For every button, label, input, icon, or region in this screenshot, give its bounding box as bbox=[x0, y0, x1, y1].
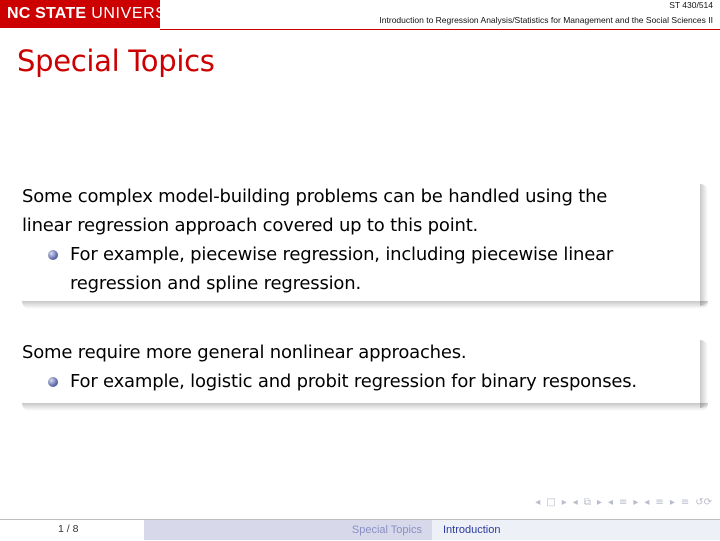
block-1-bullet-text: For example, piecewise regression, including piecewise linear regression and spline regression. bbox=[70, 244, 614, 294]
nav-frame-icon[interactable]: ⧉ bbox=[583, 497, 591, 508]
nav-prev-slide-icon[interactable]: ◂ bbox=[535, 497, 541, 508]
block-1-text: Some complex model-building problems can be handled using the linear regression approach covered up to this point. bbox=[22, 186, 608, 236]
bullet-ball-icon bbox=[48, 250, 58, 260]
nav-prev-section-icon[interactable]: ◂ bbox=[644, 497, 650, 508]
nav-next-frame-icon[interactable]: ▸ bbox=[596, 497, 602, 508]
nav-prev-subsection-icon[interactable]: ◂ bbox=[607, 497, 613, 508]
nav-slide-icon[interactable]: □ bbox=[546, 497, 556, 508]
course-title: Introduction to Regression Analysis/Statistics for Management and the Social Sciences II bbox=[379, 15, 713, 25]
university-logo bbox=[0, 0, 194, 28]
block-2-bullet-item bbox=[48, 367, 700, 396]
nav-next-slide-icon[interactable]: ▸ bbox=[561, 497, 567, 508]
course-code: ST 430/514 bbox=[669, 0, 713, 10]
header-divider bbox=[160, 29, 720, 30]
logo-light-text: UNIVERSITY bbox=[91, 5, 194, 22]
content-block-2 bbox=[22, 334, 700, 404]
block-2-bullet-text: For example, logistic and probit regression for binary responses. bbox=[70, 371, 637, 392]
footer-bar bbox=[0, 519, 720, 541]
nav-next-section-icon[interactable]: ▸ bbox=[669, 497, 675, 508]
nav-search-back-forward-icon[interactable]: ↺⟳ bbox=[695, 497, 712, 508]
beamer-navigation-bar bbox=[535, 497, 712, 508]
nav-document-icon[interactable]: ≡ bbox=[680, 497, 690, 508]
content-block-1 bbox=[22, 178, 700, 302]
footer-section-name[interactable]: Special Topics bbox=[144, 520, 432, 540]
block-1-bullet-item bbox=[48, 240, 700, 298]
page-counter: 1 / 8 bbox=[58, 523, 79, 535]
bullet-ball-icon bbox=[48, 377, 58, 387]
nav-prev-frame-icon[interactable]: ◂ bbox=[572, 497, 578, 508]
slide-title: Special Topics bbox=[17, 44, 215, 78]
footer-subsection-name[interactable]: Introduction bbox=[432, 520, 720, 540]
block-2-text: Some require more general nonlinear approaches. bbox=[22, 342, 467, 363]
logo-bold-text: NC STATE bbox=[7, 5, 87, 22]
nav-subsection-icon[interactable]: ≡ bbox=[618, 497, 628, 508]
nav-section-icon[interactable]: ≡ bbox=[655, 497, 664, 508]
nav-next-subsection-icon[interactable]: ▸ bbox=[633, 497, 639, 508]
